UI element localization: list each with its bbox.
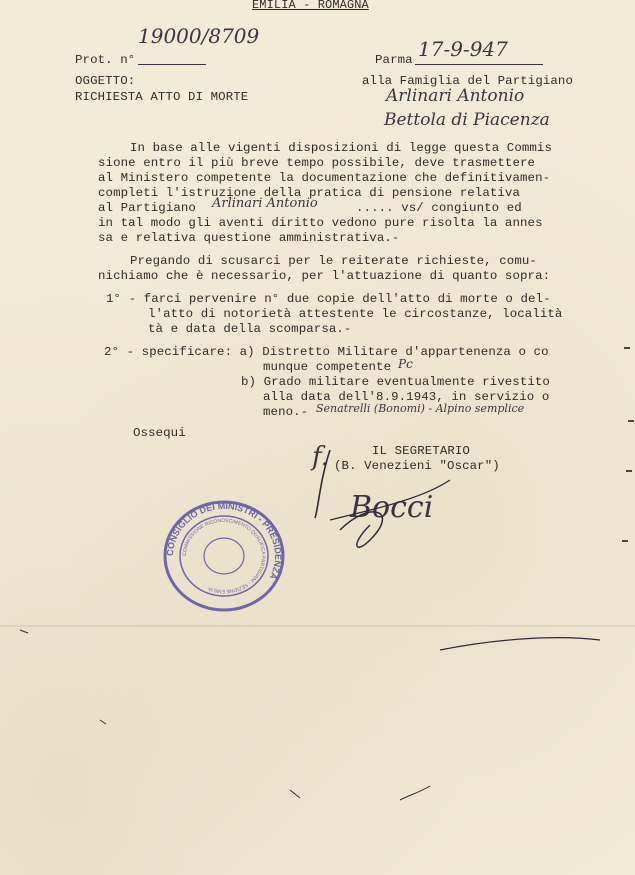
- margin-mark: [626, 470, 632, 472]
- stamp-inner-text: COMMISSIONE RICONOSCIMENTO QUALIFICA PARTIGIANI - SEZIONE EMILIA: [181, 517, 267, 595]
- body-p2-line-1: Pregando di scusarci per le reiterate richieste, comu-: [130, 254, 537, 268]
- svg-text:COMMISSIONE RICONOSCIMENTO QUA: [182, 518, 266, 594]
- item1-line-3: tà e data della scomparsa.-: [148, 322, 352, 336]
- stray-ink-marks: [0, 600, 635, 875]
- partisan-name-handwritten: Arlinari Antonio: [212, 196, 318, 211]
- item2-note-a: Pc: [398, 357, 413, 371]
- margin-mark: [622, 540, 628, 542]
- item2-line-4: alla data dell'8.9.1943, in servizio o: [263, 390, 550, 404]
- region-header: EMILIA - ROMAGNA: [252, 0, 369, 12]
- addressee-name: Arlinari Antonio: [386, 86, 525, 106]
- addressee-line: alla Famiglia del Partigiano: [362, 74, 573, 88]
- item1-line-2: l'atto di notorietà attestente le circostanze, località: [148, 307, 563, 321]
- closing: Ossequi: [133, 426, 186, 440]
- official-stamp: [163, 500, 285, 612]
- date-underline: [415, 64, 543, 65]
- prot-underline: [138, 64, 206, 65]
- item2-note-b: Senatrelli (Bonomi) - Alpino semplice: [316, 402, 525, 415]
- addressee-location: Bettola di Piacenza: [384, 110, 550, 130]
- signature-name: (B. Venezieni "Oscar"): [334, 459, 500, 473]
- body-line-5: al Partigiano: [98, 201, 196, 215]
- subject-text: RICHIESTA ATTO DI MORTE: [75, 90, 249, 104]
- signature-handwritten: Bocci: [350, 490, 434, 525]
- signature-title: IL SEGRETARIO: [372, 444, 470, 458]
- body-line-2: sione entro il più breve tempo possibile, deve trasmettere: [98, 156, 536, 170]
- body-line-1: In base alle vigenti disposizioni di legge questa Commis: [130, 141, 552, 155]
- body-p2-line-2: nichiamo che è necessario, per l'attuazione di quanto sopra:: [98, 269, 551, 283]
- prot-label: Prot. n°: [75, 53, 136, 67]
- body-line-5b: ..... vs/ congiunto ed: [356, 201, 522, 215]
- body-line-6: in tal modo gli aventi diritto vedono pure risolta la annes: [98, 216, 543, 230]
- item2-line-5: meno.-: [263, 405, 309, 419]
- margin-mark: [628, 420, 634, 422]
- item2-line-2: munque competente: [263, 360, 392, 374]
- signature-prefix: f.: [312, 442, 329, 472]
- item2-line-1: 2° - specificare: a) Distretto Militare d'appartenenza o co: [104, 345, 549, 359]
- item1-line-1: 1° - farci pervenire n° due copie dell'atto di morte o del-: [106, 292, 551, 306]
- signature-flourish: [310, 440, 470, 560]
- place-label: Parma: [375, 53, 413, 67]
- stamp-outer-text: CONSIGLIO DEI MINISTRI - PRESIDENZA: [164, 500, 284, 582]
- body-line-7: sa e relativa questione amministrativa.-: [98, 231, 400, 245]
- margin-mark: [624, 347, 630, 349]
- body-line-3: al Ministero competente la documentazione che definitivamen-: [98, 171, 551, 185]
- subject-label: OGGETTO:: [75, 74, 136, 88]
- date-handwritten: 17-9-947: [418, 37, 508, 61]
- body-line-4: completi l'istruzione della pratica di pensione relativa: [98, 186, 520, 200]
- prot-number: 19000/8709: [138, 24, 260, 48]
- item2-line-3: b) Grado militare eventualmente rivestito: [241, 375, 550, 389]
